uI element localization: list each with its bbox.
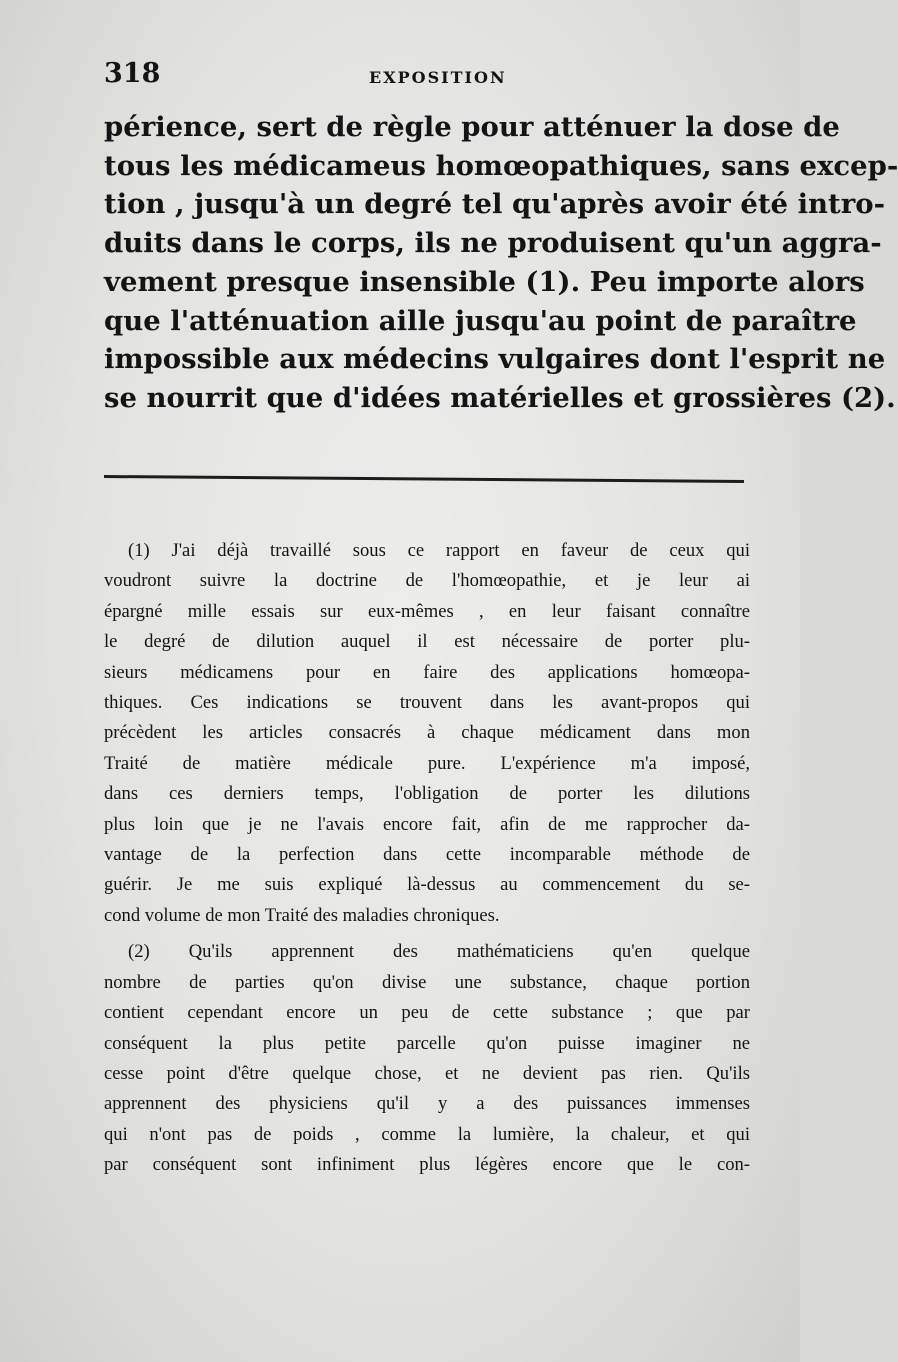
footnote-line: sieurs médicamens pour en faire des applications homœopa-	[104, 661, 750, 683]
footnote-line: dans ces derniers temps, l'obligation de porter les dilutions	[104, 783, 750, 805]
page-header	[104, 58, 750, 94]
footnote-line: voudront suivre la doctrine de l'homœopathie, et je leur ai	[104, 570, 750, 592]
footnote-line: épargné mille essais sur eux-mêmes , en leur faisant connaître	[104, 600, 750, 622]
footnote-line: précèdent les articles consacrés à chaque médicament dans mon	[104, 722, 750, 744]
footnotes	[104, 536, 750, 1181]
footnote-line: (2) Qu'ils apprennent des mathématiciens qu'en quelque	[128, 941, 750, 963]
footnote-line: conséquent la plus petite parcelle qu'on puisse imaginer ne	[104, 1032, 750, 1054]
footnote-line: qui n'ont pas de poids , comme la lumière, la chaleur, et qui	[104, 1123, 750, 1145]
footnote-line: (1) J'ai déjà travaillé sous ce rapport en faveur de ceux qui	[128, 540, 750, 561]
main-text-line: se nourrit que d'idées matérielles et grossières (2).	[104, 381, 896, 414]
footnote-line: vantage de la perfection dans cette incomparable méthode de	[104, 844, 750, 866]
footnote-2	[104, 937, 750, 1180]
footnote-line: nombre de parties qu'on divise une substance, chaque portion	[104, 971, 750, 993]
footnote-separator-rule	[104, 475, 744, 483]
main-text-line: vement presque insensible (1). Peu importe alors	[104, 265, 865, 298]
main-text-line: impossible aux médecins vulgaires dont l'esprit ne	[104, 343, 886, 376]
main-text-line: tous les médicameus homœopathiques, sans excep-	[104, 149, 898, 182]
footnote-line: Traité de matière médicale pure. L'expérience m'a imposé,	[104, 752, 750, 774]
footnote-line: guérir. Je me suis expliqué là-dessus au commencement du se-	[104, 874, 750, 896]
footnote-line: le degré de dilution auquel il est nécessaire de porter plu-	[104, 631, 750, 653]
main-paragraph	[104, 108, 898, 418]
footnote-line: apprennent des physiciens qu'il y a des puissances immenses	[104, 1093, 750, 1115]
main-text-line: que l'atténuation aille jusqu'au point de paraître	[104, 304, 857, 337]
running-head: EXPOSITION	[369, 68, 507, 87]
main-text-line: duits dans le corps, ils ne produisent qu'un aggra-	[104, 227, 882, 260]
footnote-line: thiques. Ces indications se trouvent dans les avant-propos qui	[104, 692, 750, 714]
footnote-line: plus loin que je ne l'avais encore fait, afin de me rapprocher da-	[104, 813, 750, 835]
main-text-line: tion , jusqu'à un degré tel qu'après avoir été intro-	[104, 188, 885, 221]
footnote-line: contient cependant encore un peu de cette substance ; que par	[104, 1002, 750, 1024]
footnote-line: cesse point d'être quelque chose, et ne devient pas rien. Qu'ils	[104, 1062, 750, 1084]
footnote-line: cond volume de mon Traité des maladies chroniques.	[104, 904, 500, 926]
main-text-line: périence, sert de règle pour atténuer la dose de	[104, 111, 840, 143]
page-number: 318	[104, 58, 161, 89]
footnote-1	[104, 536, 750, 931]
footnote-line: par conséquent sont infiniment plus légères encore que le con-	[104, 1154, 750, 1176]
